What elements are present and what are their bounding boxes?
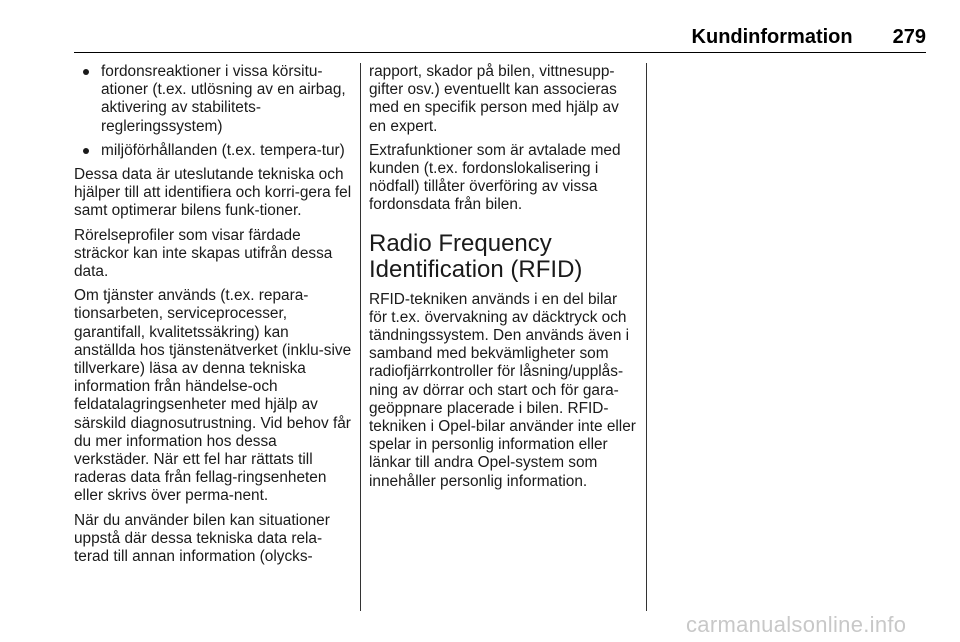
list-item-text: miljöförhållanden (t.ex. tempera-tur) <box>101 141 345 159</box>
paragraph: RFID-tekniken används i en del bilar för t.ex. övervakning av däcktryck och tändningssystem. Den används även i samband med bekvämligheter som radiofjärrkontroller för låsning/upplås-ning av dörrar och start och för gara-geöppnare placerade i bilen. RFID-tekniken i Opel-bilar använder inte eller spelar in personlig information eller länkar till andra Opel-system som innehåller personlig information. <box>369 290 636 490</box>
list-item-text: fordonsreaktioner i vissa körsitu-ationer (t.ex. utlösning av en airbag, aktivering av stabilitets-regleringssystem) <box>101 63 346 135</box>
right-column <box>369 63 637 497</box>
paragraph: Om tjänster används (t.ex. repara-tionsarbeten, serviceprocesser, garantifall, kvalitetssäkring) kan anställda hos tjänstenätverket (inklu-sive tillverkare) läsa av denna tekniska information från händelse-och feldatalagringsenheter med hjälp av särskild diagnosutrustning. Vid behov får du mer information hos dessa verkstäder. När ett fel har rättats till raderas data från fellag-ringsenheten eller skrivs över perma-nent. <box>74 287 352 505</box>
column-divider <box>360 63 361 611</box>
page-number: 279 <box>892 26 926 48</box>
page-title: Kundinformation <box>691 26 853 48</box>
page-header <box>74 26 926 52</box>
left-column <box>74 63 352 572</box>
list-item <box>74 142 352 160</box>
list-item <box>74 63 352 136</box>
column-divider-right <box>646 63 647 611</box>
bullet-icon <box>83 148 89 154</box>
bullet-icon <box>83 69 89 75</box>
watermark: carmanualsonline.info <box>686 612 907 637</box>
section-heading: Radio Frequency Identification (RFID) <box>369 229 583 283</box>
paragraph: Dessa data är uteslutande tekniska och hjälper till att identifiera och korri-gera fel samt optimerar bilens funk-tioner. <box>74 166 352 220</box>
paragraph: När du använder bilen kan situationer uppstå där dessa tekniska data rela-terad till annan information (olycks- <box>74 511 330 566</box>
header-rule <box>74 52 926 53</box>
bullet-list <box>74 63 352 160</box>
paragraph: Rörelseprofiler som visar färdade sträckor kan inte skapas utifrån dessa data. <box>74 226 333 281</box>
paragraph: rapport, skador på bilen, vittnesupp-gifter osv.) eventuellt kan associeras med en specifik person med hjälp av en expert. <box>369 63 619 135</box>
paragraph: Extrafunktioner som är avtalade med kunden (t.ex. fordonslokalisering i nödfall) tillåter överföring av vissa fordonsdata från bilen. <box>369 141 621 214</box>
